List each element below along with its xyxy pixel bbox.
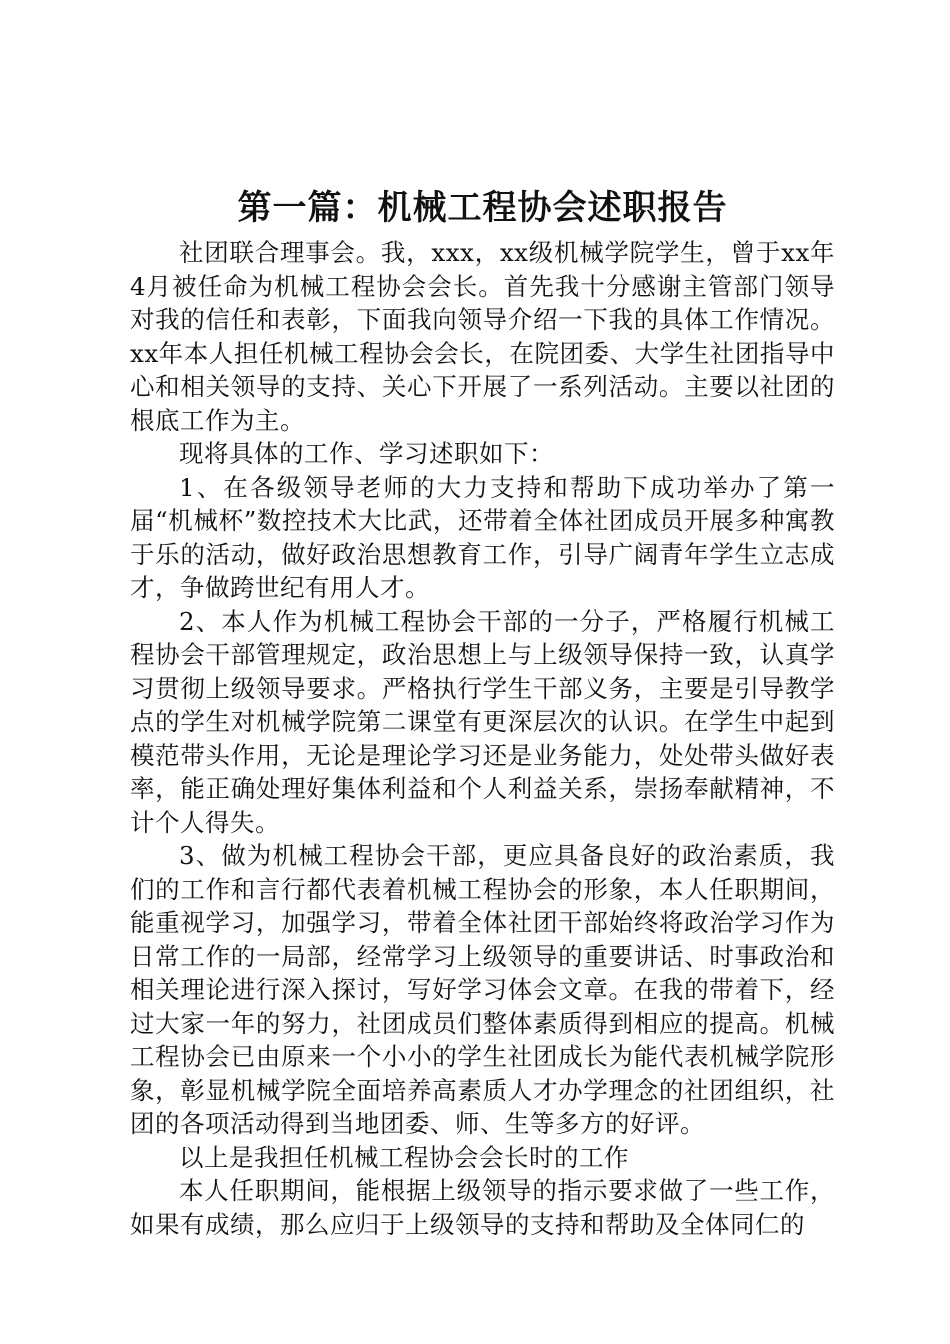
paragraph-summary: 以上是我担任机械工程协会会长时的工作: [179, 1142, 629, 1172]
paragraph-intro: 社团联合理事会。我，xxx，xx级机械学院学生，曾于xx年4月被任命为机械工程协会会长。首先我十分感谢主管部门领导对我的信任和表彰，下面我向领导介绍一下我的具体工作情况。xx年本人担任机械工程协会会长，在院团委、大学生社团指导中心和相关领导的支持、关心下开展了一系列活动。主要以社团的根底工作为主。: [130, 238, 835, 435]
paragraph-item-3: 3、做为机械工程协会干部，更应具备良好的政治素质，我们的工作和言行都代表着机械工程协会的形象，本人任职期间，能重视学习，加强学习，带着全体社团干部始终将政治学习作为日常工作的一局部，经常学习上级领导的重要讲话、时事政治和相关理论进行深入探讨，写好学习体会文章。在我的带着下，经过大家一年的努力，社团成员们整体素质得到相应的提高。机械工程协会已由原来一个小小的学生社团成长为能代表机械学院形象，彰显机械学院全面培养高素质人才办学理念的社团组织，社团的各项活动得到当地团委、师、生等多方的好评。: [130, 841, 835, 1138]
paragraph-closing: 本人任职期间，能根据上级领导的指示要求做了一些工作，如果有成绩，那么应归于上级领导的支持和帮助及全体同仁的: [130, 1176, 835, 1239]
document-page: [130, 182, 835, 1241]
document-title: 第一篇：机械工程协会述职报告: [237, 188, 728, 228]
paragraph-item-2: 2、本人作为机械工程协会干部的一分子，严格履行机械工程协会干部管理规定，政治思想上与上级领导保持一致，认真学习贯彻上级领导要求。严格执行学生干部义务，主要是引导教学点的学生对机械学院第二课堂有更深层次的认识。在学生中起到模范带头作用，无论是理论学习还是业务能力，处处带头做好表率，能正确处理好集体利益和个人利益关系，崇扬奉献精神，不计个人得失。: [130, 606, 835, 837]
paragraph-lead-in: 现将具体的工作、学习述职如下：: [179, 439, 554, 468]
paragraph-item-1: 1、在各级领导老师的大力支持和帮助下成功举办了第一届“机械杯”数控技术大比武，还带着全体社团成员开展多种寓教于乐的活动，做好政治思想教育工作，引导广阔青年学生立志成才，争做跨世纪有用人才。: [130, 472, 835, 602]
